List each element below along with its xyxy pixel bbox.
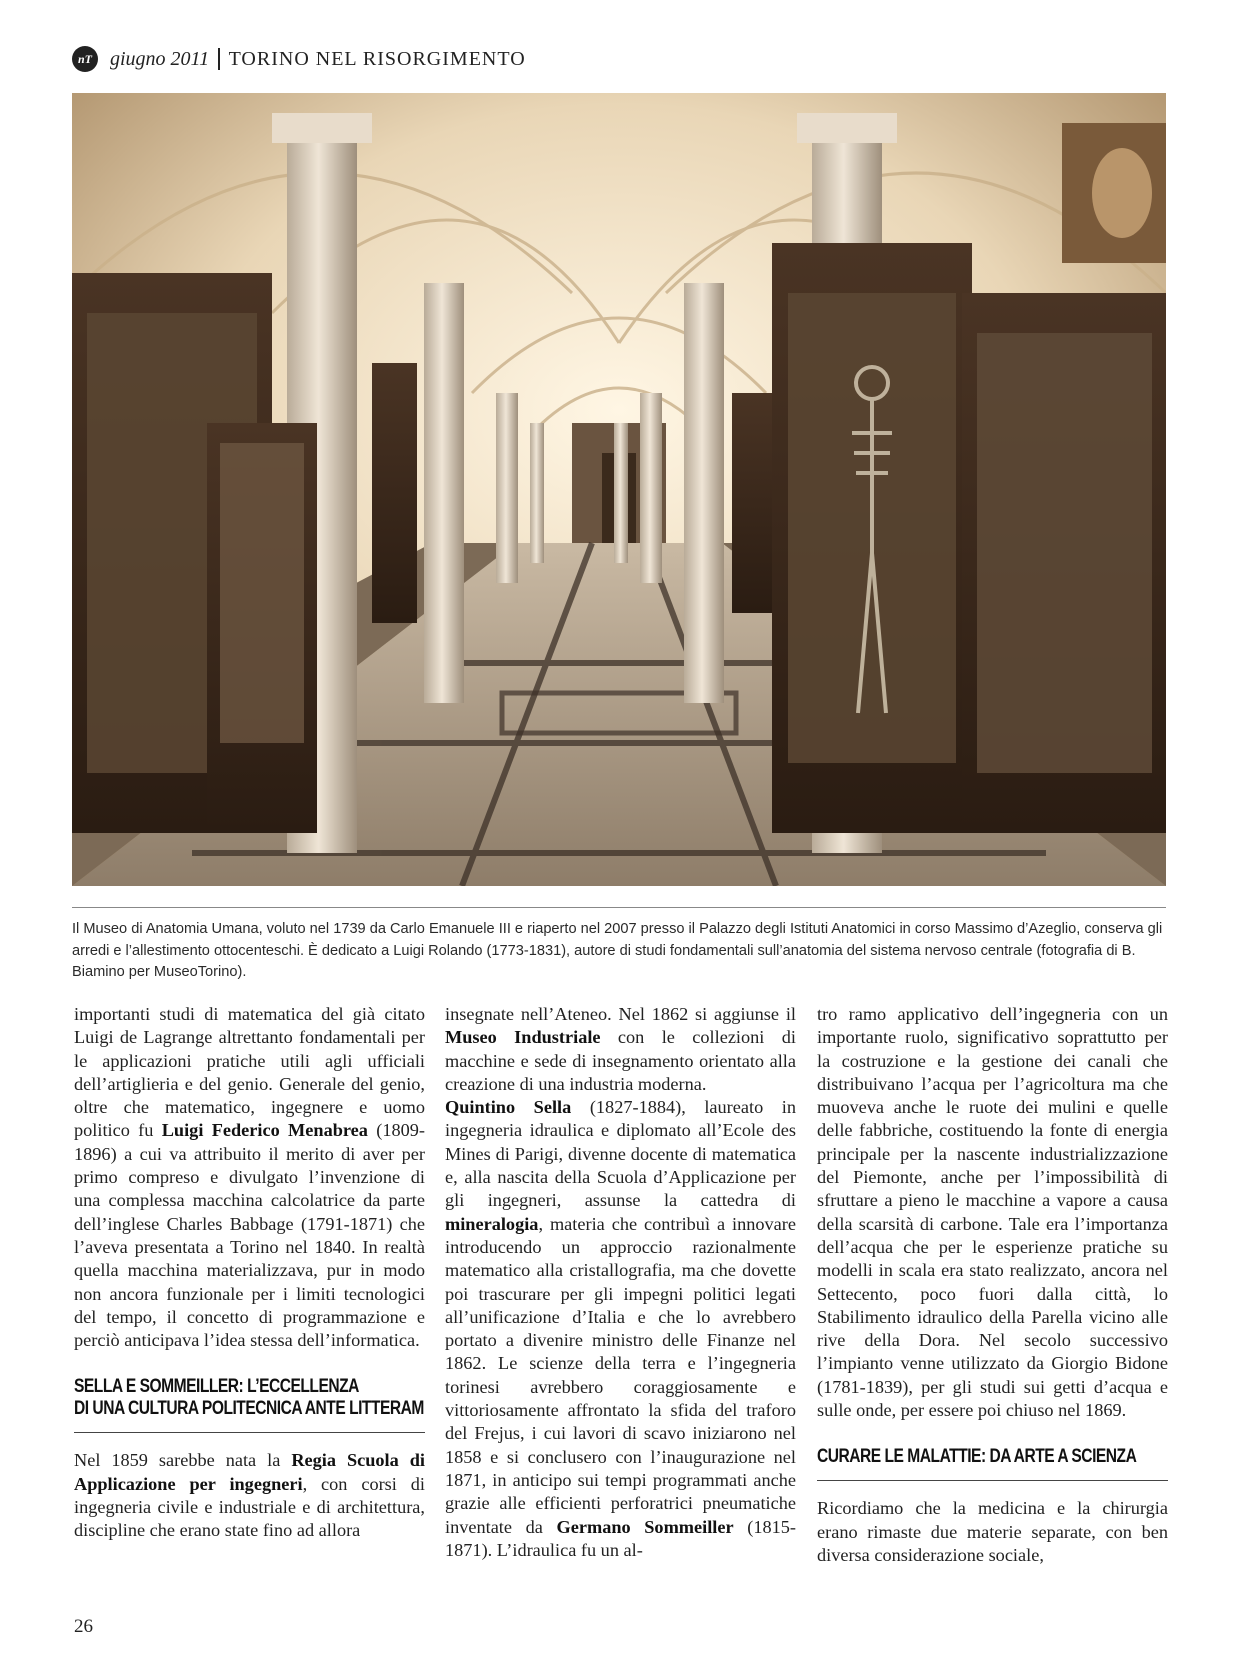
- bold-name: Quintino Sella: [445, 1097, 572, 1118]
- column-2: [445, 1003, 796, 1562]
- text-run: (1815-1871). L’idraulica fu un al-: [445, 1516, 796, 1560]
- section-title: TORINO NEL RISORGIMENTO: [228, 47, 526, 70]
- museum-gallery-photo: [72, 93, 1166, 886]
- section-heading: CURARE LE MALATTIE: DA ARTE A SCIENZA: [817, 1446, 1137, 1468]
- column-3: [817, 1003, 1168, 1567]
- section-heading-block: [74, 1352, 425, 1433]
- running-header: [72, 44, 526, 74]
- paragraph: tro ramo applicativo dell’ingegneria con un importante ruolo, significativo soprattutto per la costruzione e la gestione dei canali che distribuivano l’acqua per l’agricoltura ma che muoveva anche le ruote dei mulini e quelle delle fabbriche, costituendo la fonte di energia principale per la nascente industrializzazione del Piemonte, anche per l’impossibilità di sfruttare a pieno le macchine a vapore a causa della scarsità di carbone. Tale era l’importanza dell’acqua che per le esperienze pratiche su modelli in scala era stato realizzato, ancora nel Settecento, poco fuori dalla città, lo Stabilimento idraulico della Parella vicino alle rive della Dora. Nel secolo successivo l’impianto venne utilizzato da Giorgio Bidone (1781-1839), per gli studi sui getti d’acqua e sulle onde, per essere poi chiuso nel 1869.: [817, 1004, 1168, 1421]
- issue-date: giugno 2011: [110, 47, 210, 70]
- caption-rule: [72, 907, 1166, 908]
- section-heading: [74, 1376, 425, 1420]
- column-1: [74, 1003, 425, 1543]
- photo-caption: Il Museo di Anatomia Umana, voluto nel 1739 da Carlo Emanuele III e riaperto nel 2007 presso il Palazzo degli Istituti Anatomici in corso Massimo d’Azeglio, conserva gli arredi e l’allestimento ottocenteschi. È dedicato a Luigi Rolando (1773-1831), autore di studi fondamentali sull’anatomia del sistema nervoso centrale (fotografia di B. Biamino per MuseoTorino).: [72, 921, 1163, 980]
- page-number: 26: [74, 1616, 93, 1637]
- bold-name: Luigi Federico Menabrea: [161, 1120, 368, 1141]
- paragraph: [74, 1449, 425, 1542]
- text-run: Nel 1859 sarebbe nata la: [74, 1450, 292, 1471]
- text-run: (1827-1884), laureato in ingegneria idraulica e diplomato all’Ecole des Mines di Parigi, divenne docente di matematica e, alla nascita della Scuola d’Applicazione per gli ingegneri, assunse la cattedra di: [445, 1097, 797, 1211]
- header-divider: [218, 48, 220, 70]
- paragraph: [445, 1096, 796, 1562]
- bold-name: Germano Sommeiller: [556, 1516, 734, 1537]
- bold-name: Museo Industriale: [445, 1027, 601, 1048]
- text-run: importanti studi di matematica del già citato Luigi de Lagrange altrettanto fondamentali per le applicazioni pratiche utili agli ufficiali dell’artiglieria e del genio. Generale del genio, oltre che matematico, ingegnere e uomo politico fu: [74, 1004, 425, 1141]
- text-run: , materia che contribuì a innovare introducendo un approccio razionalmente matematico alla cristallografia, ma che dovette poi trascurare per gli impegni politici legati all’unificazione d’Italia e che lo avrebbero portato a divenire ministro delle Finanze nel 1862. Le scienze della terra e l’ingegneria torinesi avrebbero coraggiosamente e vittoriosamente affrontato la sfida del traforo del Frejus, i cui lavori di scavo iniziarono nel 1858 e si conclusero con l’inaugurazione nel 1871, in anticipo sui tempi programmati anche grazie alle efficienti perforatrici pneumatiche inventate da: [445, 1213, 796, 1537]
- section-heading-block: [817, 1422, 1168, 1481]
- heading-line-1: SELLA E SOMMEILLER: L’ECCELLENZA: [74, 1376, 359, 1398]
- text-run: insegnate nell’Ateneo. Nel 1862 si aggiunse il: [445, 1004, 796, 1024]
- magazine-logo-icon: nT: [72, 46, 98, 72]
- bold-name: Regia Scuola di Applicazione per ingegneri: [74, 1450, 425, 1494]
- bold-name: mineralogia: [445, 1213, 539, 1234]
- text-run: (1809-1896) a cui va attribuito il merito di aver per primo compreso e divulgato l’invenzione di una complessa macchina calcolatrice da parte dell’inglese Charles Babbage (1791-1871) che l’aveva presentata a Torino nel 1840. In realtà quella macchina materializzava, pur in modo non ancora funzionale per i limiti tecnologici del tempo, il concetto di programmazione e perciò anticipava l’idea stessa dell’informatica.: [74, 1120, 425, 1351]
- paragraph: [74, 1003, 425, 1352]
- paragraph: [445, 1003, 796, 1096]
- text-run: , con corsi di ingegneria civile e industriale e di architettura, discipline che erano state fino ad allora: [74, 1473, 425, 1541]
- heading-line-2: DI UNA CULTURA POLITECNICA ANTE LITTERAM: [74, 1398, 424, 1420]
- text-run: con le collezioni di macchine e sede di insegnamento orientato alla creazione di una industria moderna.: [445, 1027, 796, 1094]
- paragraph: Ricordiamo che la medicina e la chirurgia erano rimaste due materie separate, con ben diversa considerazione sociale,: [817, 1498, 1168, 1565]
